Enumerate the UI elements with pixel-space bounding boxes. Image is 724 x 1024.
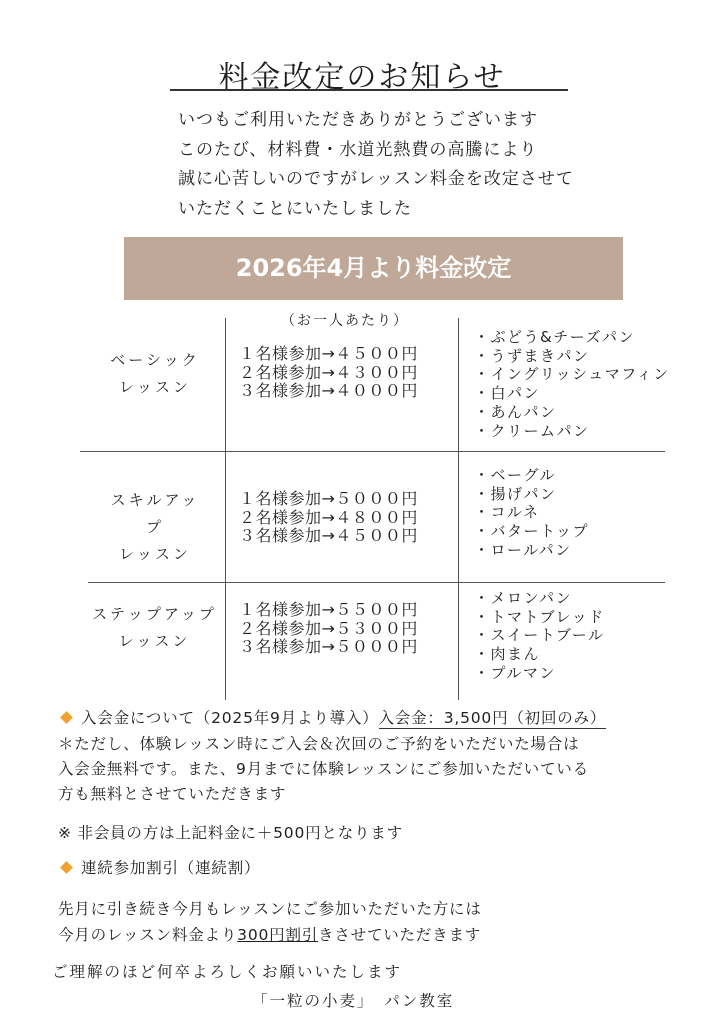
bread-item: ・ぶどう&チーズパン: [474, 328, 635, 346]
note-line: 入会金無料です。また、9月までに体験レッスンにご参加いただいている: [58, 760, 589, 778]
intro-line: いただくことにいたしました: [178, 198, 412, 219]
enrollment-fee: 入会金：3,500円（初回のみ）: [378, 709, 607, 727]
discount-text: 今月のレッスン料金より: [58, 926, 238, 944]
discount-description: [58, 896, 482, 948]
price-list-stepup: [239, 601, 418, 657]
table-row-divider: [80, 451, 665, 452]
price-line: １名様参加→４５００円: [239, 344, 418, 363]
bread-list-skillup: [474, 466, 589, 560]
bread-item: ・メロンパン: [474, 589, 572, 607]
intro-line: 誠に心苦しいのですがレッスン料金を改定させて: [178, 169, 574, 189]
bread-item: ・揚げパン: [474, 484, 557, 503]
lesson-name-line: プ: [145, 518, 164, 536]
price-line: ２名様参加→４８００円: [239, 507, 418, 527]
bread-item: ・バタートップ: [474, 522, 590, 541]
price-list-basic: [239, 345, 418, 401]
shop-name: 「一粒の小麦」 パン教室: [252, 992, 455, 1010]
lesson-name-line: ベーシック: [110, 351, 200, 369]
bread-item: ・あんパン: [474, 402, 557, 421]
price-line: １名様参加→５５００円: [239, 600, 418, 619]
lesson-name-line: レッスン: [119, 545, 191, 563]
bread-item: ・クリームパン: [474, 421, 590, 440]
table-divider-right: [458, 318, 459, 700]
bread-item: ・トマトブレッド: [474, 607, 605, 626]
discount-amount: 300円割引: [237, 926, 319, 944]
price-line: ２名様参加→５３００円: [239, 618, 418, 638]
per-person-label: （お一人あたり）: [281, 313, 409, 329]
enrollment-heading: [58, 706, 606, 728]
discount-line: [58, 922, 482, 948]
bread-list-basic: [474, 328, 670, 440]
bread-item: ・コルネ: [474, 503, 540, 522]
price-list-skillup: [239, 490, 418, 546]
enrollment-label: 入会金について（2025年9月より導入）: [81, 709, 379, 727]
price-line: ３名様参加→５０００円: [239, 637, 418, 656]
page-title: 料金改定のお知らせ: [218, 60, 506, 95]
lesson-name-line: レッスン: [119, 378, 191, 396]
note-line: 方も無料とさせていただきます: [58, 785, 287, 803]
discount-label: 連続参加割引（連続割）: [81, 859, 261, 877]
lesson-name-skillup: [90, 487, 220, 568]
price-line: １名様参加→５０００円: [239, 489, 418, 508]
price-line: ２名様参加→４３００円: [239, 362, 418, 382]
discount-line: 先月に引き続き今月もレッスンにご参加いただいた方には: [58, 900, 482, 918]
price-line: ３名様参加→４０００円: [239, 381, 418, 400]
bread-list-stepup: [474, 589, 605, 683]
lesson-name-line: ステップアップ: [92, 605, 217, 623]
bread-item: ・ロールパン: [474, 540, 572, 559]
bread-item: ・うずまきパン: [474, 346, 590, 365]
closing-message: ご理解のほど何卒よろしくお願いいたします: [52, 963, 403, 981]
bread-item: ・イングリッシュマフィン: [474, 365, 670, 384]
bread-item: ・白パン: [474, 384, 541, 403]
bread-item: ・肉まん: [474, 645, 541, 664]
lesson-name-basic: [90, 347, 220, 401]
lesson-name-line: レッスン: [118, 632, 191, 650]
lesson-name-line: スキルアッ: [110, 491, 200, 509]
bread-item: ・プルマン: [474, 663, 556, 682]
diamond-bullet-icon: [60, 861, 73, 874]
intro-text: [178, 106, 574, 224]
price-line: ３名様参加→４５００円: [239, 526, 418, 545]
table-row-divider: [88, 582, 665, 583]
note-line: ＊ただし、体験レッスン時にご入会＆次回のご予約をいただいた場合は: [58, 735, 580, 753]
lesson-name-stepup: [82, 601, 227, 655]
intro-line: このたび、材料費・水道光熱費の高騰により: [178, 139, 538, 160]
discount-text: きさせていただきます: [318, 926, 482, 944]
intro-line: いつもご利用いただきありがとうございます: [178, 110, 538, 130]
title-underline: [170, 89, 568, 91]
price-change-banner: 2026年4月より料金改定: [124, 237, 623, 300]
enrollment-note: [58, 732, 589, 807]
bread-item: ・スイートブール: [474, 626, 605, 645]
diamond-bullet-icon: [60, 711, 73, 724]
non-member-note: ※ 非会員の方は上記料金に＋500円となります: [58, 824, 403, 842]
bread-item: ・ベーグル: [474, 466, 557, 484]
discount-heading: [58, 856, 260, 878]
